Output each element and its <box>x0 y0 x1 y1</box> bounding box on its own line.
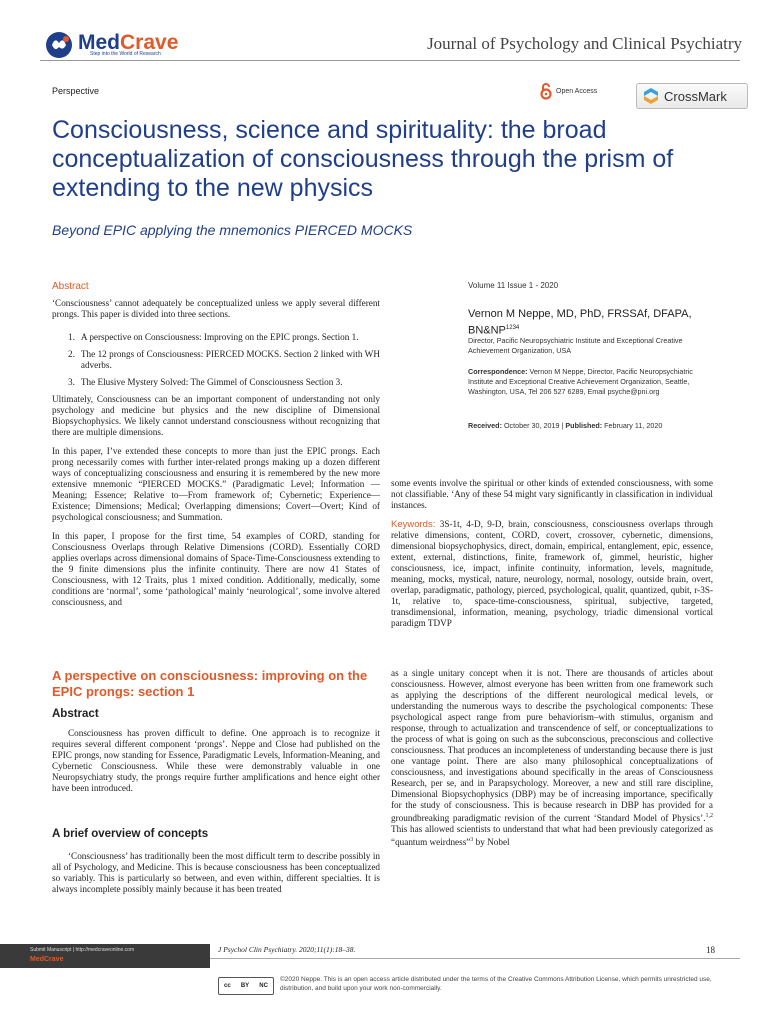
crossmark-label: CrossMark <box>664 88 727 104</box>
list-item: 1. A perspective on Consciousness: Improving on the EPIC prongs. Section 1. <box>68 332 359 342</box>
section1-right-text: as a single unitary concept when it is not. There are thousands of articles about consciousness. However, almost everyone has been written from one framework such as applying the descriptions of the different neurological medical levels, or understanding the numerous ways to describe the psychological components: These psychological aspect range from pure behaviorism–with stimulus, organism and response, through to actualization and transcendence of self, or conceptualizations to the process of what is going on such as the subconscious, preconscious and collective consciousness. That produces an incompleteness of understanding because there is just one vantage point. There are also many philosophical conceptualizations of consciousness, and investigations abound specifically in the areas of Consciousness Research, per se, and in Parapsychology. Moreover, a new and still rare discipline, Dimensional Biopsychophysics (DBP) may be of increasing importance, specifically for the study of consciousness. This is because research in DBP has provided for a groundbreaking paradigmatic revision of the current ‘Standard Model of Physics’.$^{1,2}$ This has allowed scientists to understand that what had been previously categorized as “quantum weirdness”$^3$ by Nobel <box>391 668 713 848</box>
crossmark-button[interactable] <box>636 83 748 109</box>
list-item: 2. The 12 prongs of Consciousness: PIERCED MOCKS. Section 2 linked with WH adverbs. <box>68 349 380 370</box>
article-title: Consciousness, science and spirituality: the broad conceptualization of consciousness through the prism of extending to the new physics <box>52 116 674 202</box>
logo-name-b: Crave <box>120 31 179 54</box>
license-text: ©2020 Neppe. This is an open access article distributed under the terms of the Creative Commons Attribution License, which permits unrestricted use, distribution, and build upon your work non-commercially. <box>280 976 712 992</box>
logo-name-a: Med <box>78 31 120 54</box>
footer-bar <box>0 944 210 968</box>
citation: J Psychol Clin Psychiatry. 2020;11(1):18‒38. <box>218 945 356 954</box>
journal-title: Journal of Psychology and Clinical Psychiatry <box>427 34 742 53</box>
overview-heading: A brief overview of concepts <box>52 828 209 840</box>
open-access-badge[interactable] <box>540 83 597 100</box>
abstract-paragraph: In this paper, I’ve extended these concepts to more than just the EPIC prongs. Each prong necessarily comes with further inter-related prongs making up a dozen different ways of conceptualizing consciousness and ensuring it is remembered by the new more extensive mnemonic “PIERCED MOCKS.” (Paradigmatic Level; Information —Meaning; Essence; Relative to—From framework of; Cybernetic; Experience—Existence; Dimensions; Medical; Overlapping dimensions; Covert—Overt; Kind of psychological consciousness; and Summation. <box>52 446 380 522</box>
abstract-paragraph: ‘Consciousness’ cannot adequately be conceptualized unless we apply several different prongs. This paper is divided into three sections. <box>52 298 380 319</box>
author-name: Vernon M Neppe, MD, PhD, FRSSAf, DFAPA, $BN\&NP^{1234}$ <box>468 308 692 337</box>
header-divider <box>40 60 740 61</box>
volume-issue: Volume 11 Issue 1 - 2020 <box>468 281 559 290</box>
abstract-paragraph: In this paper, I propose for the first time, 54 examples of CORD, standing for Consciousness Overlaps through Relative Dimensions (CORD). Essentially CORD applies overlaps across dimensional domains of Space-Time-Consciousness extending to the 9 finite dimensions plus the infinite continuity. There are now 41 States of Consciousness, with 12 Traits, plus 1 mixed condition. Additionally, medically, some conditions are ‘normal’, some ‘pathological’ mainly ‘neurological’, some involve altered consciousness, and <box>52 531 380 607</box>
abstract-heading: Abstract <box>52 281 89 292</box>
crossmark-icon <box>643 87 659 105</box>
article-subtitle: Beyond EPIC applying the mnemonics PIERCED MOCKS <box>52 222 413 238</box>
brain-logo-icon <box>44 30 74 60</box>
footer-divider <box>210 958 740 959</box>
keywords-label: Keywords: <box>391 519 436 530</box>
keywords <box>391 519 713 629</box>
open-access-label: Open Access <box>556 88 598 95</box>
abstract-body <box>52 298 380 608</box>
medcrave-logo[interactable] <box>44 28 194 62</box>
author-affiliation: Director, Pacific Neuropsychiatric Institute and Exceptional Creative Achievement Organization, USA <box>468 336 683 355</box>
open-access-icon <box>540 83 552 100</box>
dates: Received: October 30, 2019 | Published: February 11, 2020 <box>468 421 663 430</box>
page-number: 18 <box>706 945 715 955</box>
abstract-paragraph: Ultimately, Consciousness can be an important component of understanding not only psychology and medicine but physics and the new discipline of Dimensional Biopsychophysics. We likely cannot understand consciousness without recognizing that there are multiple dimensions. <box>52 394 380 437</box>
abstract-list <box>52 332 380 388</box>
correspondence: Correspondence: Vernon M Neppe, Director, Pacific Neuropsychiatric Institute and Exceptional Creative Achievement Organization, Seattle, Washington, USA, Tel 206 527 6289, Email psyche@pni.org <box>468 367 693 396</box>
section1-abstract-text: Consciousness has proven difficult to define. One approach is to recognize it requires several different component ‘prongs’. Neppe and Close had published on the EPIC prongs, now standing for Essence, Paradigmatic Levels, Information-Meaning, and Cybernetic Consciousness. While these were demonstrably valuable in one Neuropsychiatry study, the prongs require further amplifications and hence eight other have been introduced. <box>52 728 380 793</box>
keywords-text: 3S-1t, 4-D, 9-D, brain, consciousness, consciousness overlaps through relative dimensions, content, CORD, covert, crossover, cybernetic, dimensions, dimensional biopsychophysics, direct, domain, empirical, entanglement, epic, essence, extent, external, distinctions, finite, framework of, gimmel, heuristic, higher consciousness, ice, impact, infinite continuity, information, levels, magnitude, meaning, mocks, mystical, nature, neurology, normal, nosology, outside brain, overt, overlap, paradigmatic, pathology, pierced, psychological, qualit, quantized, qubit, r-3S-1t, relative to, space-time-consciousness, spiritual, subjective, targeted, transdimensional, information, meaning, psychology, triadic dimensional vortical paradigm TDVP <box>391 519 713 628</box>
cc-license-icon[interactable]: cc BY NC <box>218 977 274 995</box>
overview-text: ‘Consciousness’ has traditionally been the most difficult term to describe possibly in all of Psychology, and Medicine. This is because consciousness has been conceptualized so variably. This is particularly so between, and even within, different specialties. It is always incomplete possibly mainly because it has been treated <box>52 851 380 894</box>
section1-abstract-heading: Abstract <box>52 708 99 720</box>
section1-heading: A perspective on consciousness: improving on the EPIC prongs: section 1 <box>52 668 368 699</box>
footer-logo: MedCrave <box>30 956 64 963</box>
logo-tagline: Step into the World of Research <box>90 51 161 57</box>
article-type: Perspective <box>52 86 100 96</box>
list-item: 3. The Elusive Mystery Solved: The Gimmel of Consciousness Section 3. <box>68 377 343 387</box>
abstract-continued: some events involve the spiritual or other kinds of extended consciousness, with some not classifiable. ‘Any of these 54 might vary significantly in classification in individual instances. <box>391 478 713 510</box>
submit-manuscript-link[interactable]: Submit Manuscript | http://medcraveonline.com <box>30 947 135 953</box>
